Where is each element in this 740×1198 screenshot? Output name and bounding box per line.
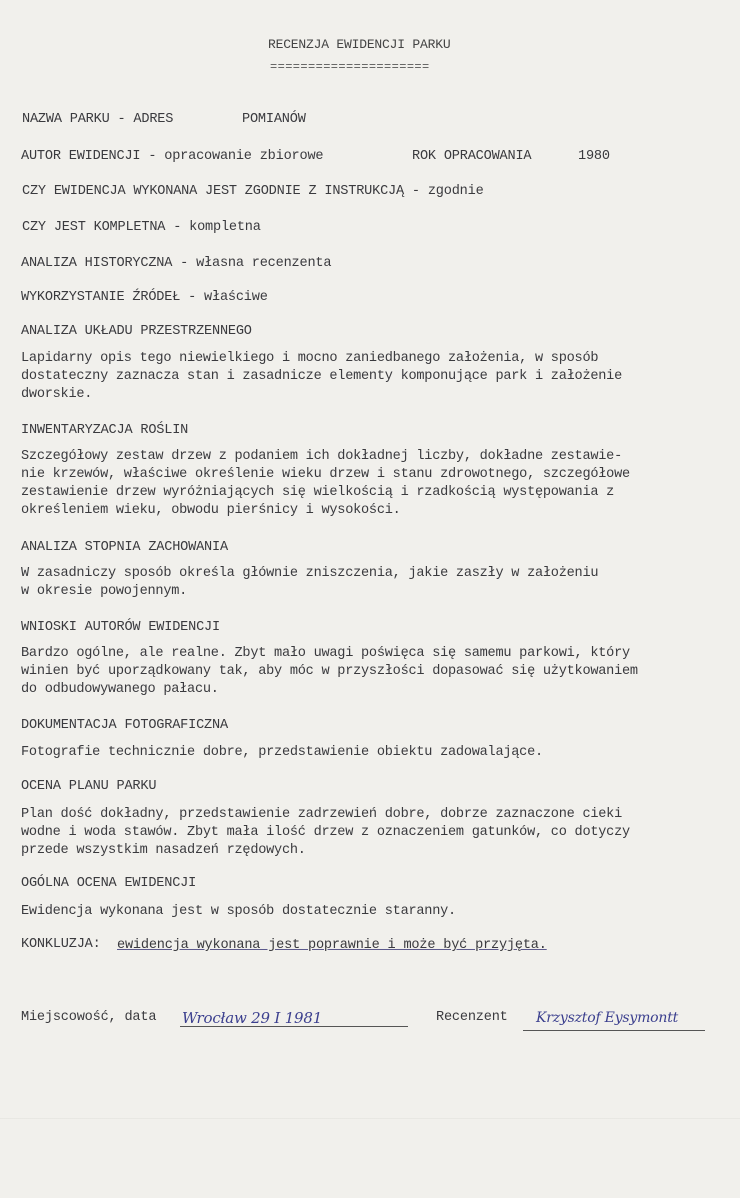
text-line: dworskie. <box>21 387 93 402</box>
place-date-handwritten: Wrocław 29 I 1981 <box>182 1009 323 1027</box>
text-line: winien być uporządkowany tak, aby móc w przyszłości dopasować się użytkowaniem <box>21 664 638 679</box>
text-line: w okresie powojennym. <box>21 584 188 599</box>
section-text-plants <box>21 448 731 520</box>
section-heading-spatial: ANALIZA UKŁADU PRZESTRZENNEGO <box>21 324 252 339</box>
park-label: NAZWA PARKU - ADRES <box>22 112 174 127</box>
text-line: dostateczny zaznacza stan i zasadnicze elementy komponujące park i założenie <box>21 369 622 384</box>
text-line: przede wszystkim nasadzeń rzędowych. <box>21 843 306 858</box>
text-line: nie krzewów, właściwe określenie wieku drzew i stanu zdrowotnego, szczegółowe <box>21 467 630 482</box>
text-line: Lapidarny opis tego niewielkiego i mocno zaniedbanego założenia, w sposób <box>21 351 599 366</box>
title-underline: ===================== <box>270 60 430 74</box>
section-text-preservation <box>21 565 731 601</box>
text-line: Fotografie technicznie dobre, przedstawienie obiektu zadowalające. <box>21 745 543 760</box>
instruction-line: CZY EWIDENCJA WYKONANA JEST ZGODNIE Z INSTRUKCJĄ - zgodnie <box>22 184 484 199</box>
text-line: Plan dość dokładny, przedstawienie zadrzewień dobre, dobrze zaznaczone cieki <box>21 807 622 822</box>
conclusion-text: ewidencja wykonana jest poprawnie i może być przyjęta. <box>117 938 547 953</box>
section-heading-preservation: ANALIZA STOPNIA ZACHOWANIA <box>21 540 228 555</box>
place-date-label: Miejscowość, data <box>21 1010 157 1025</box>
year-value: 1980 <box>578 149 610 164</box>
text-line: Bardzo ogólne, ale realne. Zbyt mało uwagi poświęca się samemu parkowi, który <box>21 646 630 661</box>
year-label: ROK OPRACOWANIA <box>412 149 532 164</box>
text-line: określeniem wieku, obwodu pierśnicy i wysokości. <box>21 503 401 518</box>
section-heading-plants: INWENTARYZACJA ROŚLIN <box>21 423 189 438</box>
signature-line <box>523 1030 705 1031</box>
text-line: zestawienie drzew wyróżniających się wielkością i rzadkością występowania z <box>21 485 615 500</box>
section-heading-conclusions: WNIOSKI AUTORÓW EWIDENCJI <box>21 620 220 635</box>
text-line: Szczegółowy zestaw drzew z podaniem ich dokładnej liczby, dokładne zestawie- <box>21 449 622 464</box>
text-line: W zasadniczy sposób określa głównie zniszczenia, jakie zaszły w założeniu <box>21 566 599 581</box>
history-line: ANALIZA HISTORYCZNA - własna recenzenta <box>21 256 332 271</box>
reviewer-label: Recenzent <box>436 1010 508 1025</box>
park-value: POMIANÓW <box>242 112 306 127</box>
text-line: Ewidencja wykonana jest w sposób dostatecznie staranny. <box>21 904 456 919</box>
section-heading-photos: DOKUMENTACJA FOTOGRAFICZNA <box>21 718 228 733</box>
document-title: RECENZJA EWIDENCJI PARKU <box>268 37 451 52</box>
text-line: wodne i woda stawów. Zbyt mała ilość drzew z oznaczeniem gatunków, co dotyczy <box>21 825 630 840</box>
section-text-spatial <box>21 350 731 404</box>
text-line: do odbudowywanego pałacu. <box>21 682 219 697</box>
paper-fold <box>0 1118 740 1120</box>
section-text-conclusions <box>21 645 731 699</box>
section-text-overall <box>21 903 731 921</box>
complete-line: CZY JEST KOMPLETNA - kompletna <box>22 220 261 235</box>
author-line: AUTOR EWIDENCJI - opracowanie zbiorowe <box>21 149 324 164</box>
section-heading-plan: OCENA PLANU PARKU <box>21 779 157 794</box>
section-text-plan <box>21 806 731 860</box>
reviewer-signature: Krzysztof Eysymontt <box>536 1010 679 1026</box>
sources-line: WYKORZYSTANIE ŹRÓDEŁ - właściwe <box>21 290 268 305</box>
conclusion-label: KONKLUZJA: <box>21 937 101 952</box>
place-date-line <box>180 1026 408 1027</box>
section-text-photos <box>21 744 731 762</box>
section-heading-overall: OGÓLNA OCENA EWIDENCJI <box>21 876 197 891</box>
